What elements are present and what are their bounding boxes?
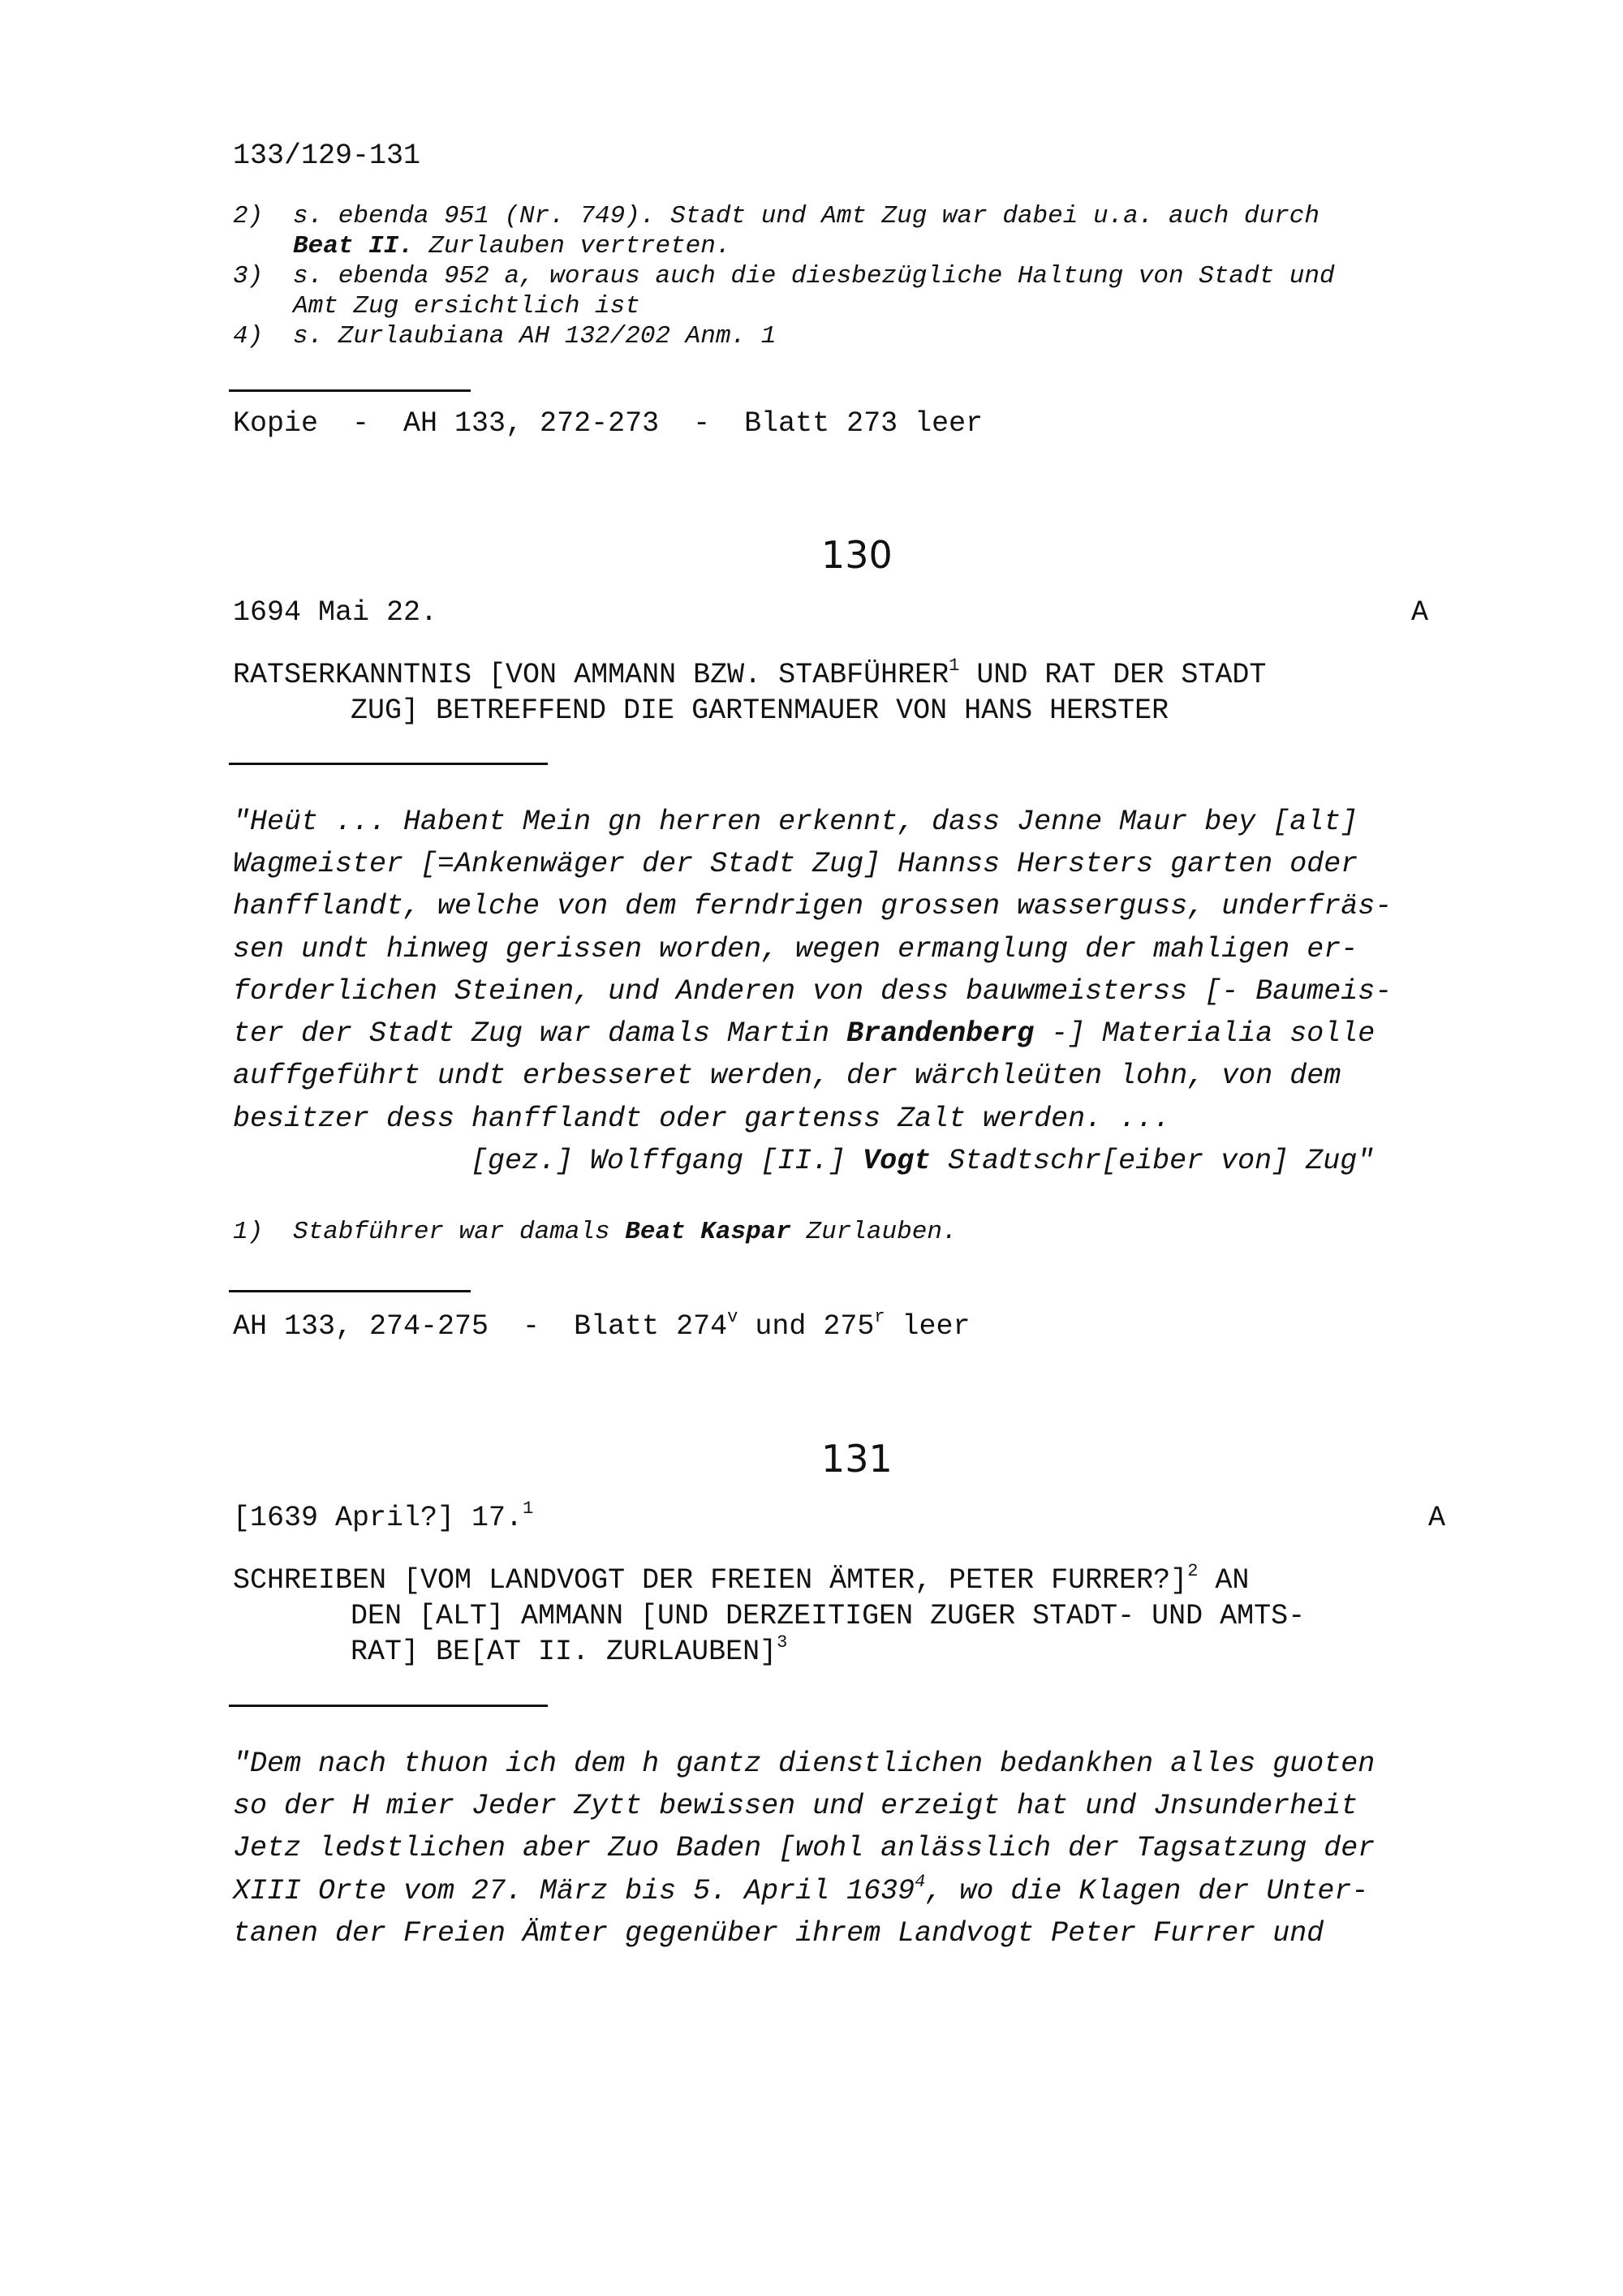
page-reference: 133/129-131 [233,140,421,172]
quote-131-line-5: tanen der Freien Ämter gegenüber ihrem Landvogt Peter Furrer und [233,1917,1324,1950]
quote-131-line-4-b: , wo die Klagen der Unter- [925,1875,1369,1907]
document-130-marker: A [1411,596,1429,629]
quote-130-line-4: sen undt hinweg gerissen worden, wegen ermanglung der mahligen er- [233,933,1358,965]
footnote-4-line-1: s. Zurlaubiana AH 132/202 Anm. 1 [293,322,777,350]
footnote-3-line-1: s. ebenda 952 a, woraus auch die diesbezügliche Haltung von Stadt und [293,262,1335,290]
footnote-divider-130 [229,1290,471,1292]
document-131-date [233,1500,533,1536]
signature-part-a: [gez.] Wolffgang [II.] [471,1145,863,1177]
footnote-2-marker: 2) [233,202,264,230]
document-131-title-line-3 [351,1634,787,1670]
footnote-130-1-a: Stabführer war damals [293,1218,626,1246]
document-130-date: 1694 Mai 22. [233,596,438,629]
source-130-sup-r: r [874,1307,885,1328]
footnote-2-bold-name: Beat II. [293,232,414,260]
document-130-title-line-2: ZUG] BETREFFEND DIE GARTENMAUER VON HANS HERSTER [351,694,1169,727]
footnote-130-1-marker: 1) [233,1218,264,1246]
footnote-130-1-bold: Beat Kaspar [625,1218,791,1246]
title-130-part-a: RATSERKANNTNIS [VON AMMANN BZW. STABFÜHRER [233,659,949,691]
signature-part-c: Stadtschr[eiber von] Zug" [931,1145,1375,1177]
quote-130-line-6-a: ter der Stadt Zug war damals Martin [233,1017,847,1050]
footnote-2-rest: Zurlauben vertreten. [413,232,731,260]
quote-130-signature [471,1140,1374,1182]
quote-130-line-1: "Heüt ... Habent Mein gn herren erkennt, dass Jenne Maur bey [alt] [233,806,1358,838]
quote-131-line-1: "Dem nach thuon ich dem h gantz dienstlichen bedankhen alles guoten [233,1748,1375,1780]
document-number-131: 131 [821,1437,893,1481]
date-131-footnote-ref: 1 [523,1498,534,1520]
footnote-3-line-2: Amt Zug ersichtlich ist [293,292,640,320]
footnote-3-marker: 3) [233,262,264,290]
quote-130-bold-name: Brandenberg [846,1017,1035,1050]
footnote-2-line-2 [293,231,731,261]
quote-131-line-4-a: XIII Orte vom 27. März bis 5. April 1639 [233,1875,915,1907]
title-divider-131 [229,1705,548,1707]
quote-131-line-2: so der H mier Jeder Zytt bewissen und erzeigt hat und Jnsunderheit [233,1790,1358,1822]
title-131-footnote-ref-2: 2 [1187,1561,1199,1582]
quote-130-line-8: besitzer dess hanfflandt oder gartenss Zalt werden. ... [233,1103,1171,1135]
footnote-130-1-c: Zurlauben. [790,1218,958,1246]
source-130-c: leer [885,1310,971,1343]
source-note-previous: Kopie - AH 133, 272-273 - Blatt 273 leer [233,407,984,440]
document-130-title-line-1 [233,657,1266,693]
document-131-marker: A [1428,1502,1446,1534]
quote-130-line-2: Wagmeister [=Ankenwäger der Stadt Zug] Hannss Hersters garten oder [233,848,1358,880]
title-131-footnote-ref-3: 3 [777,1632,788,1653]
footnote-divider [229,389,471,392]
source-130-sup-v: v [727,1307,738,1328]
signature-bold-name: Vogt [863,1145,932,1177]
title-130-footnote-ref: 1 [949,656,960,677]
footnote-4-marker: 4) [233,322,264,350]
title-131-line-3-text: RAT] BE[AT II. ZURLAUBEN] [351,1636,777,1668]
source-130-b: und 275 [738,1310,875,1343]
document-131-title-line-1 [233,1563,1249,1598]
quote-131-line-3: Jetz ledstlichen aber Zuo Baden [wohl anlässlich der Tagsatzung der [233,1832,1375,1864]
document-131-title-line-2: DEN [ALT] AMMANN [UND DERZEITIGEN ZUGER STADT- UND AMTS- [351,1600,1306,1632]
title-130-part-b: UND RAT DER STADT [959,659,1267,691]
document-number-130: 130 [821,533,893,577]
title-131-part-b: AN [1198,1564,1250,1597]
source-note-130 [233,1309,971,1344]
quote-130-line-3: hanfflandt, welche von dem ferndrigen grossen wasserguss, underfräs- [233,890,1393,922]
date-131-text: [1639 April?] 17. [233,1502,523,1534]
quote-130-line-6-c: -] Materialia solle [1034,1017,1375,1050]
footnote-130-1-text [293,1217,958,1247]
quote-130-line-7: auffgeführt undt erbesseret werden, der wärchleüten lohn, von dem [233,1060,1341,1092]
title-divider-130 [229,763,548,765]
source-130-a: AH 133, 274-275 - Blatt 274 [233,1310,728,1343]
quote-131-footnote-ref-4: 4 [915,1872,926,1893]
quote-131-line-4 [233,1870,1368,1912]
footnote-2-line-1: s. ebenda 951 (Nr. 749). Stadt und Amt Zug war dabei u.a. auch durch [293,202,1320,230]
title-131-part-a: SCHREIBEN [VOM LANDVOGT DER FREIEN ÄMTER, PETER FURRER?] [233,1564,1188,1597]
quote-130-line-6 [233,1013,1375,1055]
quote-130-line-5: forderlichen Steinen, und Anderen von dess bauwmeisterss [- Baumeis- [233,975,1393,1008]
